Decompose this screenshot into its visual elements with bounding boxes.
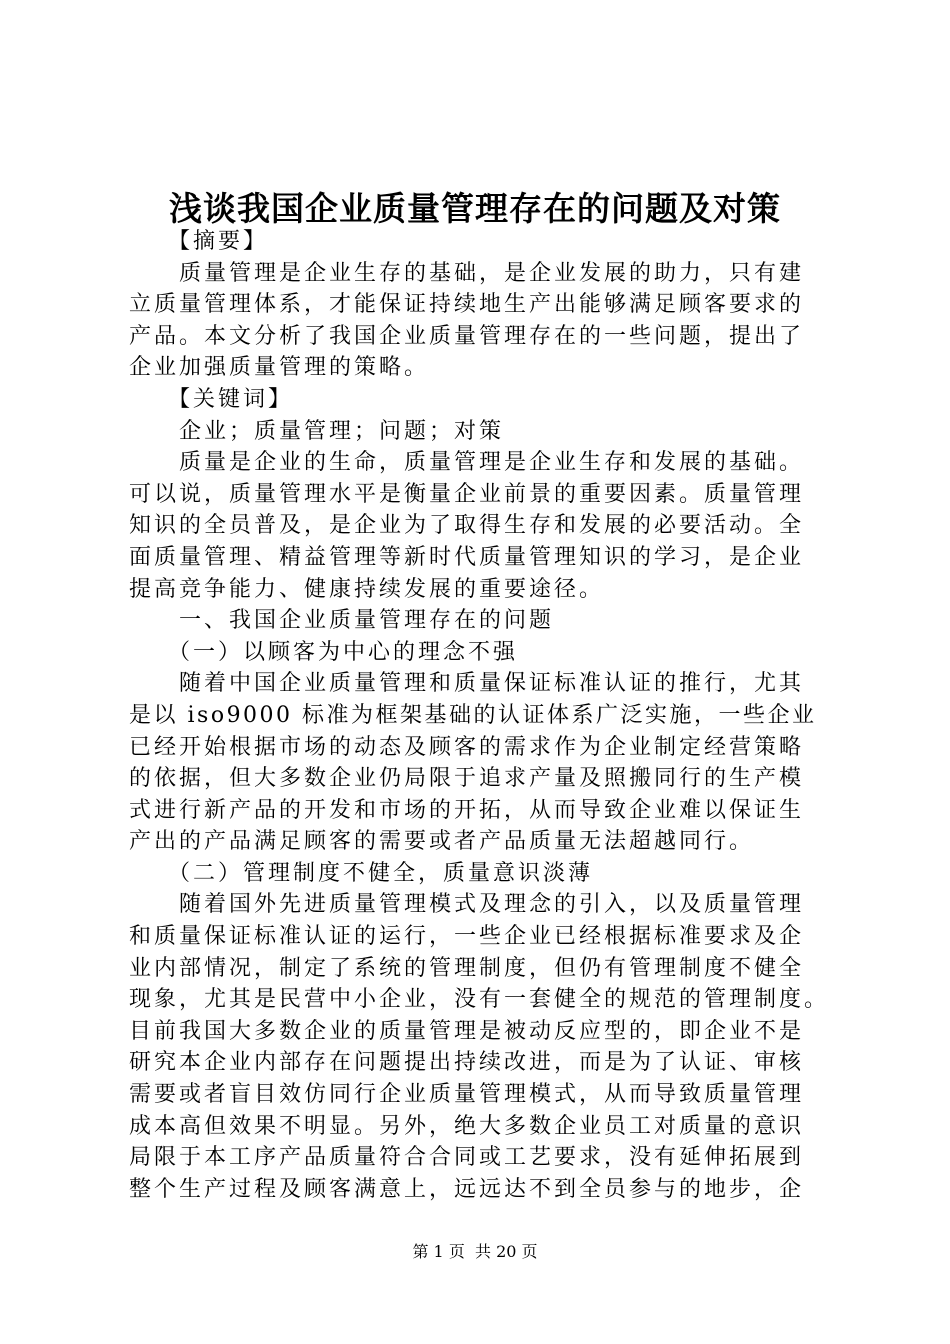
body-line: 【摘要】	[129, 229, 269, 254]
body-line: 随着中国企业质量管理和质量保证标准认证的推行，尤其	[129, 671, 805, 697]
body-line: 【关键词】	[129, 386, 294, 412]
body-line: 局限于本工序产品质量符合合同或工艺要求，没有延伸拓展到	[129, 1145, 805, 1171]
body-line: 现象，尤其是民营中小企业，没有一套健全的规范的管理制度。	[129, 987, 830, 1013]
body-line: 可以说，质量管理水平是衡量企业前景的重要因素。质量管理	[129, 481, 805, 507]
body-line: 企业加强质量管理的策略。	[129, 355, 430, 381]
body-line: （一）以顾客为中心的理念不强	[129, 639, 519, 665]
body-line: 是以 iso9000 标准为框架基础的认证体系广泛实施，一些企业	[129, 702, 817, 728]
body-line: 目前我国大多数企业的质量管理是被动反应型的，即企业不是	[129, 1018, 805, 1044]
page-number-footer: 第 1 页 共 20 页	[412, 1242, 538, 1261]
body-line: 质量管理是企业生存的基础，是企业发展的助力，只有建	[129, 260, 805, 286]
body-line: 知识的全员普及，是企业为了取得生存和发展的必要活动。全	[129, 513, 805, 539]
body-line: 研究本企业内部存在问题提出持续改进，而是为了认证、审核	[129, 1050, 805, 1076]
body-line: 已经开始根据市场的动态及顾客的需求作为企业制定经营策略	[129, 734, 805, 760]
body-line: 提高竞争能力、健康持续发展的重要途径。	[129, 576, 605, 602]
body-line: 立质量管理体系，才能保证持续地生产出能够满足顾客要求的	[129, 292, 805, 318]
body-line: 和质量保证标准认证的运行，一些企业已经根据标准要求及企	[129, 924, 805, 950]
body-line: 成本高但效果不明显。另外，绝大多数企业员工对质量的意识	[129, 1113, 805, 1139]
body-line: 产出的产品满足顾客的需要或者产品质量无法超越同行。	[129, 829, 755, 855]
body-line: 业内部情况，制定了系统的管理制度，但仍有管理制度不健全	[129, 955, 805, 981]
document-title: 浅谈我国企业质量管理存在的问题及对策	[169, 189, 781, 228]
body-line: 需要或者盲目效仿同行企业质量管理模式，从而导致质量管理	[129, 1082, 805, 1108]
body-line: 产品。本文分析了我国企业质量管理存在的一些问题，提出了	[129, 323, 805, 349]
body-line: 企业；质量管理；问题；对策	[129, 418, 505, 444]
body-line: 面质量管理、精益管理等新时代质量管理知识的学习，是企业	[129, 544, 805, 570]
body-line: 一、我国企业质量管理存在的问题	[129, 608, 555, 634]
body-line: 式进行新产品的开发和市场的开拓，从而导致企业难以保证生	[129, 797, 805, 823]
body-line: 随着国外先进质量管理模式及理念的引入，以及质量管理	[129, 892, 805, 918]
body-line: 的依据，但大多数企业仍局限于追求产量及照搬同行的生产模	[129, 766, 805, 792]
body-line: 整个生产过程及顾客满意上，远远达不到全员参与的地步，企	[129, 1176, 805, 1202]
body-line: 质量是企业的生命，质量管理是企业生存和发展的基础。	[129, 450, 805, 476]
document-body	[129, 226, 829, 1205]
body-line: （二）管理制度不健全，质量意识淡薄	[129, 860, 594, 886]
